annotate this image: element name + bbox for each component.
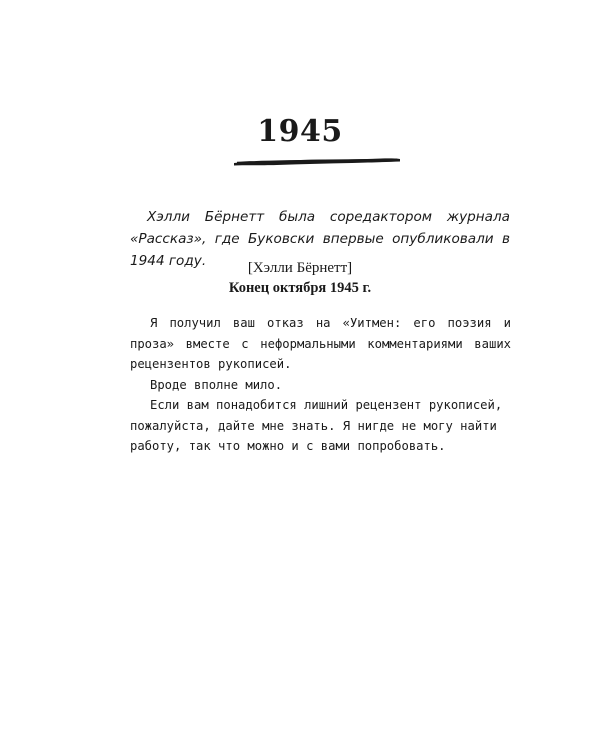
chapter-year-heading: 1945 [257, 114, 343, 149]
chapter-intro-note: Хэлли Бёрнетт была соредактором журнала «Рассказ», где Буковски впервые опубликовали в 1944 году. [130, 209, 510, 269]
letter-date: Конец октября 1945 г. [228, 280, 372, 296]
letter-body [130, 313, 511, 457]
letter-paragraph: Я получил ваш отказ на «Уитмен: его поэзия и проза» вместе с неформальными комментариями ваших рецензентов рукописей. [130, 316, 511, 371]
brush-stroke-divider [232, 150, 402, 172]
letter-paragraph: Вроде вполне мило. [150, 377, 283, 392]
letter-recipient: [Хэлли Бёрнетт] [247, 260, 353, 276]
letter-paragraph: Если вам понадобится лишний рецензент рукописей, пожалуйста, дайте мне знать. Я нигде не могу найти работу, так что можно и с вами попробовать. [130, 398, 503, 453]
